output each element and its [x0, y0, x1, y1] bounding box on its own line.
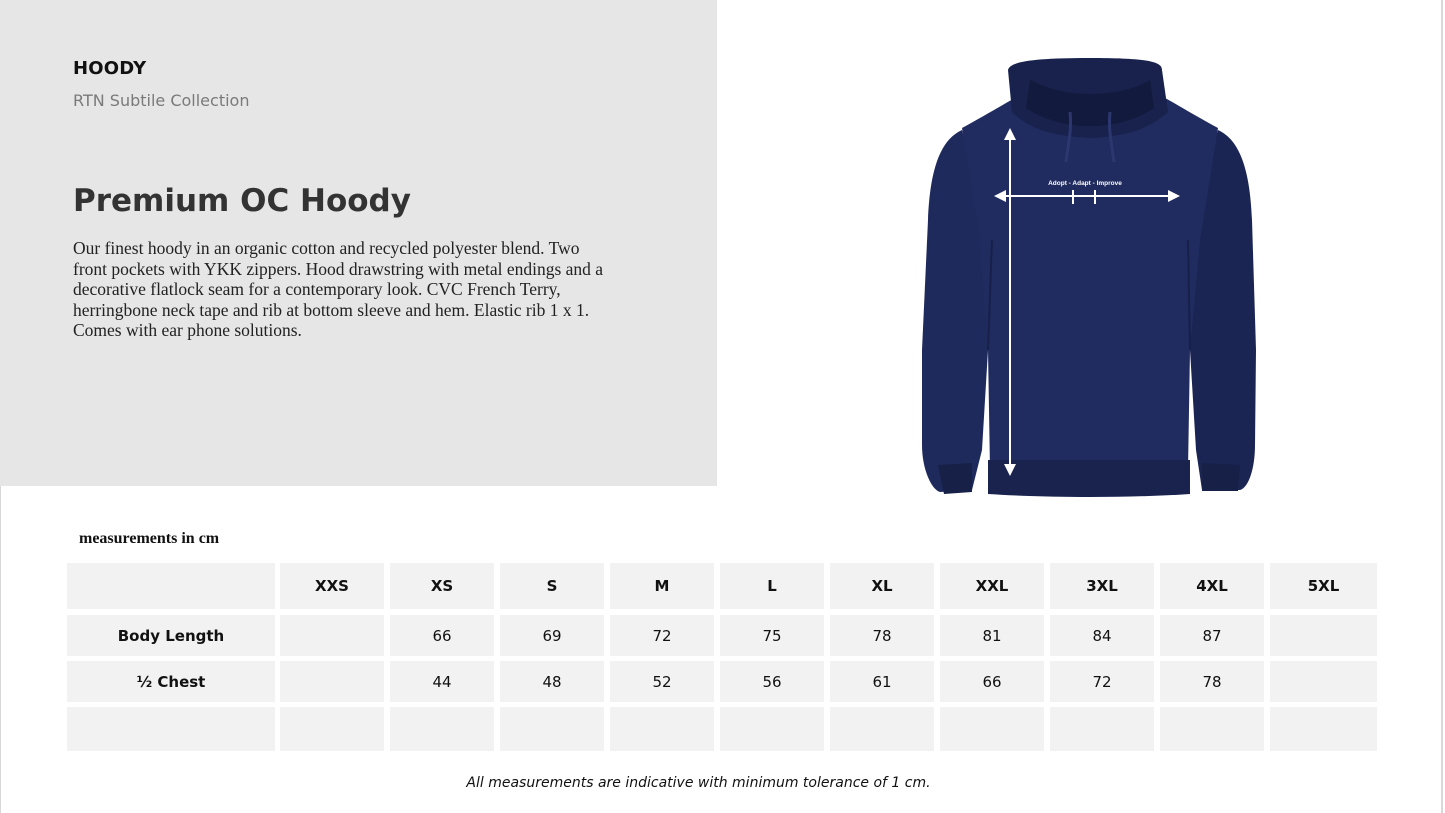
corner-cell [67, 563, 275, 609]
row-label: ½ Chest [67, 661, 275, 702]
table-cell: 66 [390, 615, 494, 656]
table-cell [1050, 707, 1154, 751]
table-cell: 87 [1160, 615, 1264, 656]
table-cell: 69 [500, 615, 604, 656]
size-header: L [720, 563, 824, 609]
table-cell: 84 [1050, 615, 1154, 656]
product-category: HOODY [73, 58, 147, 79]
table-cell: 44 [390, 661, 494, 702]
units-label: measurements in cm [79, 530, 220, 547]
table-cell: 56 [720, 661, 824, 702]
table-cell: 78 [830, 615, 934, 656]
table-cell [280, 661, 384, 702]
size-header: M [610, 563, 714, 609]
row-label: Body Length [67, 615, 275, 656]
table-cell: 81 [940, 615, 1044, 656]
size-header: 4XL [1160, 563, 1264, 609]
table-cell [940, 707, 1044, 751]
table-cell [720, 707, 824, 751]
print-text: Adopt - Adapt - Improve [1048, 180, 1122, 187]
table-header-row [67, 563, 1377, 609]
page-border [1441, 0, 1443, 813]
size-header: S [500, 563, 604, 609]
measurement-footnote: All measurements are indicative with minimum tolerance of 1 cm. [466, 775, 931, 791]
table-cell: 72 [610, 615, 714, 656]
table-cell: 48 [500, 661, 604, 702]
table-cell [390, 707, 494, 751]
size-header: XL [830, 563, 934, 609]
table-cell: 78 [1160, 661, 1264, 702]
product-title: Premium OC Hoody [73, 183, 411, 219]
table-cell [1270, 707, 1377, 751]
table-cell [280, 615, 384, 656]
table-cell [1270, 661, 1377, 702]
table-cell: 52 [610, 661, 714, 702]
size-header: XS [390, 563, 494, 609]
table-cell [1160, 707, 1264, 751]
table-cell [1270, 615, 1377, 656]
table-row [67, 707, 1377, 751]
table-cell: 61 [830, 661, 934, 702]
table-cell: 72 [1050, 661, 1154, 702]
table-cell [830, 707, 934, 751]
table-cell [500, 707, 604, 751]
collection-name: RTN Subtile Collection [73, 91, 250, 110]
table-row [67, 615, 1377, 656]
table-row [67, 661, 1377, 702]
size-header: 5XL [1270, 563, 1377, 609]
table-cell [610, 707, 714, 751]
size-header: XXS [280, 563, 384, 609]
product-description: Our finest hoody in an organic cotton and recycled polyester blend. Two front pockets with YKK zippers. Hood drawstring with metal endings and a decorative flatlock seam for a contemporary look. CVC French Terry, herringbone neck tape and rib at bottom sleeve and hem. Elastic rib 1 x 1. Comes with ear phone solutions. [73, 238, 604, 341]
size-header: 3XL [1050, 563, 1154, 609]
table-cell: 66 [940, 661, 1044, 702]
hoodie-icon [900, 50, 1280, 500]
size-header: XXL [940, 563, 1044, 609]
table-cell: 75 [720, 615, 824, 656]
table-cell [280, 707, 384, 751]
row-label [67, 707, 275, 751]
page-border [0, 486, 1, 813]
product-image [900, 50, 1280, 500]
